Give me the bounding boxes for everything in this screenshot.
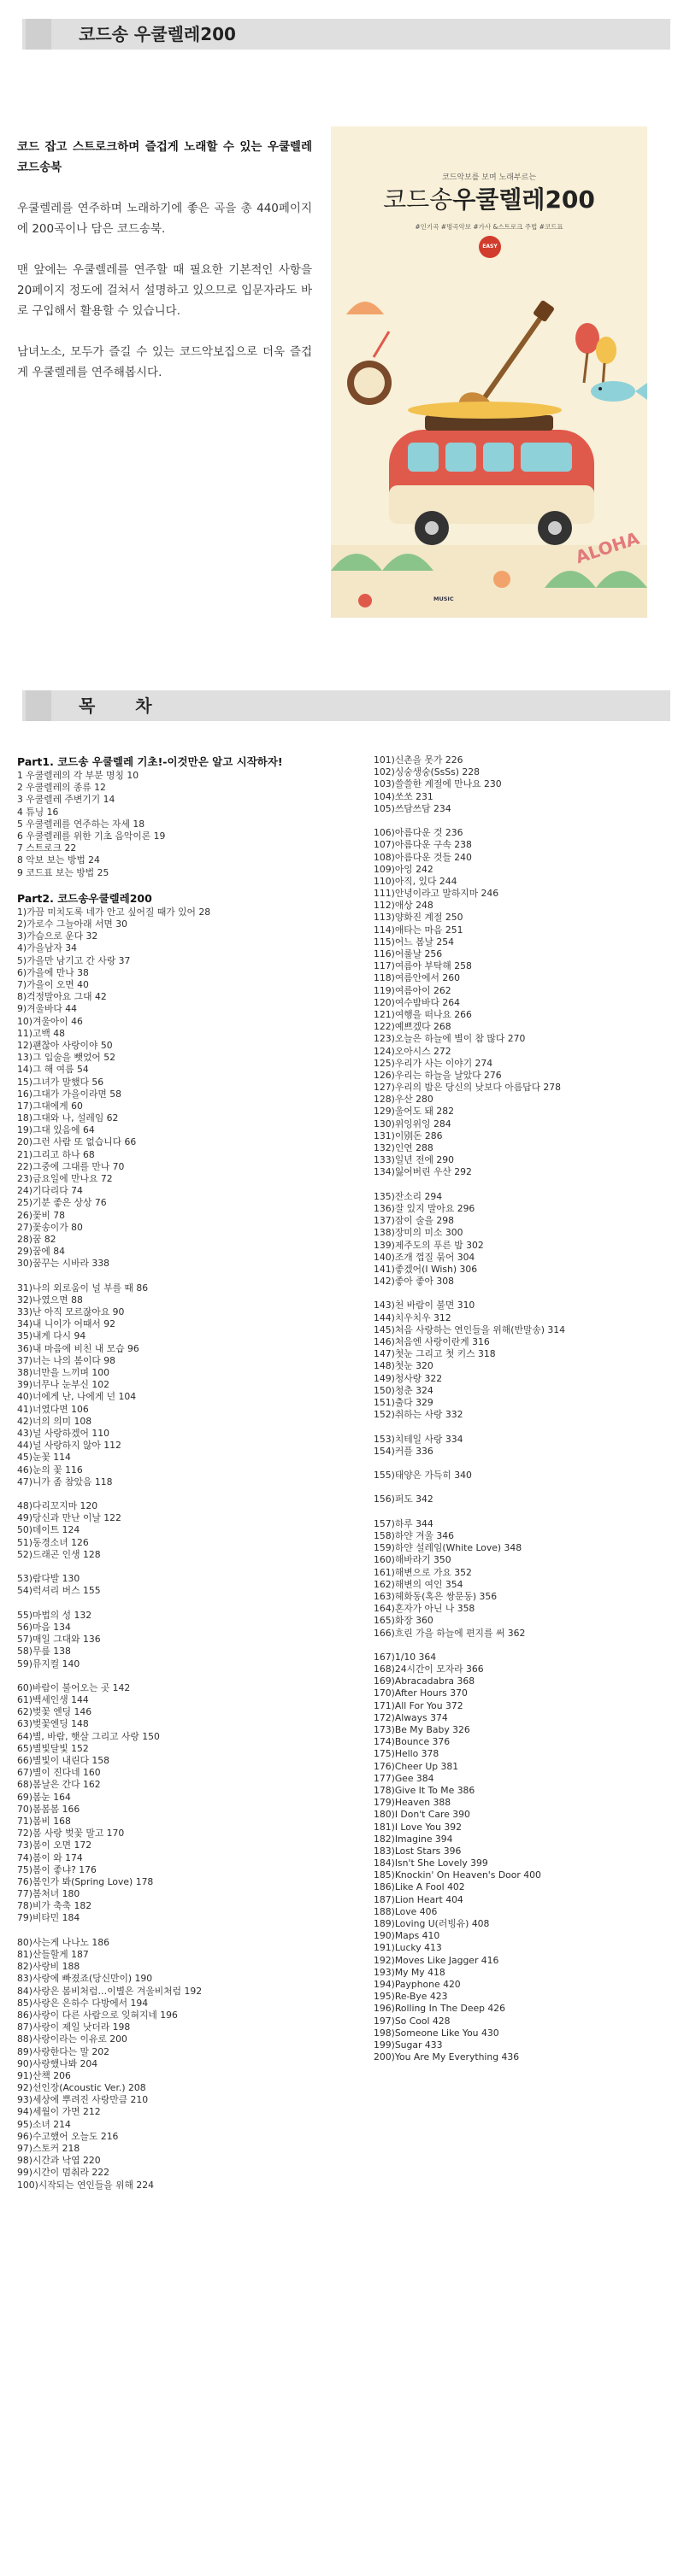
toc-entry: 64)별, 바람, 햇살 그리고 사랑 150 — [17, 1730, 160, 1742]
toc-entry: 161)해변으로 가요 352 — [374, 1566, 472, 1578]
toc-entry: 16)그대가 가을이라면 58 — [17, 1088, 121, 1100]
coconut-drink-icon — [347, 332, 392, 405]
toc-entry: 84)사랑은 봄비처럼…이별은 겨울비처럼 192 — [17, 1985, 203, 1997]
toc-entry: 88)사랑이라는 이유로 200 — [17, 2033, 127, 2045]
toc-entry: 2 우쿨렐레의 종류 12 — [17, 782, 106, 794]
toc-entry: 175)Hello 378 — [374, 1748, 439, 1760]
toc-entry: 6 우쿨렐레를 위한 기초 음악이론 19 — [17, 830, 166, 842]
toc-entry: 71)봄비 168 — [17, 1815, 71, 1827]
toc-entry: 189)Loving U(러빙유) 408 — [374, 1918, 490, 1929]
toc-entry: 22)그중에 그대를 만나 70 — [17, 1160, 125, 1172]
toc-entry: 78)비가 축축 182 — [17, 1900, 92, 1912]
toc-entry: 156)퍼도 342 — [374, 1493, 433, 1505]
toc-entry: 23)금요일에 만나요 72 — [17, 1173, 113, 1184]
toc-entry: 146)처음엔 사랑이란게 316 — [374, 1336, 490, 1347]
toc-left-column — [17, 754, 351, 2192]
maracas-icon — [575, 323, 616, 387]
toc-band — [17, 690, 670, 721]
toc-entry: 136)잘 있지 말아요 296 — [374, 1202, 475, 1214]
shell-icon — [346, 302, 384, 314]
toc-entry: 125)우리가 사는 이야기 274 — [374, 1057, 493, 1069]
toc-spacer — [17, 1270, 351, 1282]
toc-entry: 54)럭셔리 버스 155 — [17, 1585, 101, 1597]
toc-entry: 6)가을에 만나 38 — [17, 966, 89, 978]
toc-entry: 44)널 사랑하지 않아 112 — [17, 1440, 121, 1452]
toc-entry: 135)잔소리 294 — [374, 1190, 443, 1202]
toc-entry: 72)봄 사랑 벚꽃 말고 170 — [17, 1828, 125, 1840]
toc-entry: 56)마음 134 — [17, 1621, 71, 1633]
toc-entry: 5)가을만 남기고 간 사랑 37 — [17, 954, 131, 966]
cover-aloha-text: ALOHA — [573, 527, 642, 568]
fish-icon — [591, 381, 647, 402]
toc-entry: 130)위잉위잉 284 — [374, 1118, 451, 1130]
toc-entry: 5 우쿨렐레를 연주하는 자세 18 — [17, 818, 145, 830]
toc-entry: 92)선인장(Acoustic Ver.) 208 — [17, 2082, 146, 2094]
toc-entry: 173)Be My Baby 326 — [374, 1724, 470, 1735]
toc-entry: 104)쏘쏘 231 — [374, 790, 433, 802]
toc-spacer — [374, 1482, 664, 1493]
toc-entry: 18)그대와 나, 설레임 62 — [17, 1112, 119, 1124]
toc-entry: 95)소녀 214 — [17, 2118, 71, 2130]
toc-entry: 91)산책 206 — [17, 2069, 71, 2081]
toc-entry: 179)Heaven 388 — [374, 1797, 451, 1809]
toc-entry: 47)니가 좀 참았음 118 — [17, 1476, 113, 1488]
toc-entry: 112)애상 248 — [374, 900, 433, 912]
van-icon — [389, 402, 594, 545]
toc-entry: 139)제주도의 푸른 밤 302 — [374, 1239, 484, 1251]
toc-entry: 138)장미의 미소 300 — [374, 1227, 463, 1239]
toc-entry: 188)Love 406 — [374, 1905, 438, 1917]
toc-entry: 148)첫눈 320 — [374, 1360, 433, 1372]
toc-entry: 190)Maps 410 — [374, 1930, 440, 1942]
intro-paragraph-4: 남녀노소, 모두가 즐길 수 있는 코드악보집으로 더욱 즐겁게 우쿨렐레를 연주해봅시다. — [17, 345, 312, 379]
toc-entry: 101)신촌을 못가 226 — [374, 754, 463, 766]
toc-entry: 28)꿈 82 — [17, 1233, 56, 1245]
toc-entry: 10)겨울아이 46 — [17, 1015, 83, 1027]
toc-entry: 187)Lion Heart 404 — [374, 1893, 463, 1905]
toc-spacer — [374, 1421, 664, 1433]
cover-subtitle: 코드악보를 보며 노래부르는 — [441, 173, 537, 182]
toc-entry: 124)오아시스 272 — [374, 1045, 451, 1057]
toc-entry: 87)사랑이 제일 낫더라 198 — [17, 2021, 131, 2033]
toc-entry: 85)사랑은 은하수 다방에서 194 — [17, 1997, 149, 2009]
toc-entry: 46)눈의 꽃 116 — [17, 1464, 83, 1476]
toc-entry: 158)하얀 겨울 346 — [374, 1530, 455, 1541]
toc-entry: 169)Abracadabra 368 — [374, 1675, 475, 1687]
easy-badge: EASY — [479, 236, 501, 258]
toc-entry: 184)Isn't She Lovely 399 — [374, 1857, 488, 1869]
toc-entry: 176)Cheer Up 381 — [374, 1760, 459, 1772]
toc-entry: 42)너의 의미 108 — [17, 1415, 92, 1427]
toc-entry: 3)가슴으로 운다 32 — [17, 930, 98, 942]
toc-spacer — [17, 1598, 351, 1610]
toc-entry: 8 악보 보는 방법 24 — [17, 854, 100, 866]
toc-entry: 33)난 아직 모르잖아요 90 — [17, 1306, 125, 1318]
toc-entry: 30)꿈꾸는 시바라 338 — [17, 1258, 110, 1270]
toc-entry: 142)좋아 좋아 308 — [374, 1276, 455, 1288]
title-band-tab — [26, 19, 51, 50]
toc-entry: 105)쓰담쓰담 234 — [374, 802, 451, 814]
toc-entry: 98)시간과 낙엽 220 — [17, 2155, 101, 2167]
cover-publisher: MUSIC — [433, 596, 454, 602]
toc-entry: 4)가을남자 34 — [17, 942, 77, 954]
toc-entry: 162)해변의 여인 354 — [374, 1578, 463, 1590]
toc-entry: 183)Lost Stars 396 — [374, 1845, 462, 1857]
toc-entry: 17)그대에게 60 — [17, 1100, 83, 1112]
toc-entry: 2)가로수 그늘아래 서면 30 — [17, 918, 127, 930]
toc-entry: 43)널 사랑하겠어 110 — [17, 1427, 110, 1439]
toc-entry: 141)좋겠어(I Wish) 306 — [374, 1263, 478, 1275]
toc-entry: 133)일년 전에 290 — [374, 1154, 455, 1166]
toc-entry: 111)안녕이라고 말하지마 246 — [374, 888, 499, 900]
toc-entry: 181)I Love You 392 — [374, 1821, 462, 1833]
toc-entry: 55)마법의 성 132 — [17, 1609, 92, 1621]
toc-entry: 65)별빛달빛 152 — [17, 1742, 89, 1754]
toc-entry: 177)Gee 384 — [374, 1772, 434, 1784]
toc-entry: 143)천 바람이 불면 310 — [374, 1300, 475, 1311]
toc-entry: 27)꽃송이가 80 — [17, 1221, 83, 1233]
toc-entry: 117)여름아 부탁해 258 — [374, 960, 472, 972]
toc-entry: 52)드래곤 인생 128 — [17, 1548, 101, 1560]
toc-entry: 1 우쿨렐레의 각 부분 명칭 10 — [17, 770, 139, 781]
toc-entry: 9)겨울바다 44 — [17, 1003, 77, 1015]
toc-entry: 121)여행을 떠나요 266 — [374, 1008, 472, 1020]
toc-entry: 108)아름다운 것들 240 — [374, 851, 472, 863]
toc-entry: 53)람다발 130 — [17, 1573, 80, 1585]
toc-entry: 59)뮤지컬 140 — [17, 1658, 80, 1669]
toc-entry: 164)혼자가 아닌 나 358 — [374, 1603, 475, 1615]
toc-entry: 93)세상에 뿌려진 사랑만큼 210 — [17, 2094, 149, 2106]
toc-entry: 7)가을이 오면 40 — [17, 979, 89, 990]
toc-entry: 159)하얀 설레임(White Love) 348 — [374, 1542, 522, 1554]
toc-entry: 126)우리는 하늘을 날았다 276 — [374, 1069, 502, 1081]
toc-part-heading: Part2. 코드송우쿨렐레200 — [17, 891, 152, 905]
toc-spacer — [374, 815, 664, 827]
toc-entry: 37)너는 나의 봄이다 98 — [17, 1354, 115, 1366]
toc-band-tab — [26, 690, 51, 721]
toc-entry: 113)양화진 계절 250 — [374, 912, 463, 924]
toc-spacer — [17, 1488, 351, 1500]
toc-entry: 153)치테일 사랑 334 — [374, 1433, 463, 1445]
toc-entry: 152)취하는 사랑 332 — [374, 1409, 463, 1421]
toc-entry: 49)당신과 만난 이날 122 — [17, 1512, 121, 1524]
toc-entry: 60)바람이 불어오는 곳 142 — [17, 1681, 131, 1693]
toc-spacer — [17, 1670, 351, 1682]
toc-entry: 20)그런 사람 또 없습니다 66 — [17, 1136, 137, 1148]
toc-entry: 70)봄봄봄 166 — [17, 1803, 80, 1815]
toc-entry: 134)잃어버린 우산 292 — [374, 1166, 472, 1178]
toc-entry: 167)1/10 364 — [374, 1651, 437, 1663]
toc-entry: 79)비타민 184 — [17, 1912, 80, 1924]
toc-entry: 165)화장 360 — [374, 1615, 433, 1627]
toc-entry: 12)괜찮아 사랑이야 50 — [17, 1039, 113, 1051]
toc-entry: 26)꽃비 78 — [17, 1209, 65, 1221]
toc-entry: 83)사랑에 빠졌죠(당신만이) 190 — [17, 1973, 153, 1985]
toc-entry: 81)산들할게 187 — [17, 1949, 89, 1960]
toc-entry: 166)흐린 가을 하늘에 편지를 써 362 — [374, 1627, 526, 1639]
toc-entry: 32)나였으면 88 — [17, 1294, 83, 1306]
toc-entry: 45)눈꽃 114 — [17, 1452, 71, 1464]
toc-entry: 168)24시간이 모자라 366 — [374, 1664, 484, 1675]
toc-entry: 25)기분 좋은 상상 76 — [17, 1197, 107, 1209]
toc-entry: 122)예쁘겠다 268 — [374, 1021, 451, 1033]
toc-entry: 191)Lucky 413 — [374, 1942, 442, 1954]
toc-entry: 63)벚꽃엔딩 148 — [17, 1718, 89, 1730]
toc-entry: 19)그대 있음에 64 — [17, 1124, 95, 1136]
toc-entry: 39)너무나 눈부신 102 — [17, 1379, 110, 1391]
toc-entry: 147)첫눈 그리고 첫 키스 318 — [374, 1348, 496, 1360]
toc-entry: 196)Rolling In The Deep 426 — [374, 2003, 506, 2015]
toc-entry: 171)All For You 372 — [374, 1699, 463, 1711]
toc-part-heading: Part1. 코드송 우쿨렐레 기초!-이것만은 알고 시작하자! — [17, 755, 283, 768]
toc-entry: 96)수고했어 오늘도 216 — [17, 2130, 119, 2142]
toc-entry: 106)아름다운 것 236 — [374, 827, 463, 839]
page-title: 코드송 우쿨렐레200 — [79, 24, 236, 44]
toc-entry: 31)나의 외로움이 널 부를 때 86 — [17, 1282, 149, 1294]
toc-entry: 127)우리의 밤은 당신의 낮보다 아름답다 278 — [374, 1082, 562, 1094]
title-band — [17, 19, 670, 50]
toc-entry: 9 코드표 보는 방법 25 — [17, 866, 109, 878]
toc-entry: 160)해바라기 350 — [374, 1554, 451, 1566]
toc-entry: 145)처음 사랑하는 연인들을 위해(반말송) 314 — [374, 1323, 566, 1335]
toc-entry: 194)Payphone 420 — [374, 1978, 461, 1990]
toc-spacer — [17, 879, 351, 891]
toc-entry: 86)사랑이 다른 사람으로 잊혀지네 196 — [17, 2009, 178, 2021]
toc-entry: 15)그녀가 말했다 56 — [17, 1076, 104, 1088]
toc-entry: 73)봄이 오면 172 — [17, 1840, 92, 1851]
toc-entry: 154)커플 336 — [374, 1445, 433, 1457]
toc-entry: 1)가끔 미치도록 네가 안고 싶어질 때가 있어 28 — [17, 906, 211, 918]
toc-entry: 62)벚꽃 엔딩 146 — [17, 1706, 92, 1718]
toc-entry: 155)태양은 가득히 340 — [374, 1470, 472, 1482]
intro-paragraph-2: 우쿨렐레를 연주하며 노래하기에 좋은 곡을 총 440페이지에 200곡이나 담은 코드송북. — [17, 202, 312, 236]
toc-entry: 66)별빛이 내린다 158 — [17, 1755, 110, 1766]
toc-entry: 3 우쿨렐레 주변기기 14 — [17, 794, 115, 806]
toc-entry: 77)봄처녀 180 — [17, 1888, 80, 1900]
toc-spacer — [17, 1561, 351, 1573]
toc-entry: 50)데이트 124 — [17, 1524, 80, 1536]
toc-entry: 7 스트로크 22 — [17, 842, 77, 854]
toc-entry: 35)내게 다시 94 — [17, 1330, 86, 1342]
cover-tags: #인기곡 #명곡악보 #가사 &스트로크 주법 #코드표 — [415, 223, 563, 231]
toc-entry: 180)I Don't Care 390 — [374, 1809, 470, 1821]
toc-entry: 186)Like A Fool 402 — [374, 1881, 465, 1893]
toc-entry: 174)Bounce 376 — [374, 1736, 451, 1748]
toc-entry: 109)아잉 242 — [374, 863, 433, 875]
toc-entry: 11)고백 48 — [17, 1027, 65, 1039]
toc-entry: 29)꿈에 84 — [17, 1246, 65, 1258]
toc-entry: 67)별이 진다네 160 — [17, 1767, 101, 1779]
toc-entry: 36)내 마음에 비친 내 모습 96 — [17, 1342, 139, 1354]
toc-entry: 144)치우치우 312 — [374, 1311, 451, 1323]
intro-lead: 코드 잡고 스트로크하며 즐겁게 노래할 수 있는 우쿨렐레 코드송북 — [17, 140, 312, 174]
toc-spacer — [374, 1640, 664, 1652]
toc-entry: 68)봄날은 간다 162 — [17, 1779, 101, 1791]
toc-spacer — [17, 1925, 351, 1937]
toc-entry: 38)너만을 느끼며 100 — [17, 1367, 110, 1378]
toc-title: 목 차 — [79, 695, 169, 716]
toc-entry: 51)동경소녀 126 — [17, 1536, 89, 1548]
toc-spacer — [374, 1179, 664, 1191]
toc-entry: 115)어느 봄날 254 — [374, 936, 455, 948]
toc-entry: 107)아름다운 구속 238 — [374, 839, 472, 851]
toc-entry: 178)Give It To Me 386 — [374, 1784, 475, 1796]
toc-entry: 150)청춘 324 — [374, 1384, 433, 1396]
toc-entry: 13)그 입술을 뺏었어 52 — [17, 1052, 115, 1064]
toc-entry: 114)애타는 마음 251 — [374, 924, 463, 936]
toc-entry: 120)여수밤바다 264 — [374, 996, 461, 1008]
toc-entry: 200)You Are My Everything 436 — [374, 2051, 520, 2063]
toc-entry: 116)어룰날 256 — [374, 948, 443, 959]
toc-entry: 198)Someone Like You 430 — [374, 2027, 499, 2039]
toc-entry: 99)시간이 멈춰라 222 — [17, 2167, 110, 2179]
toc-entry: 163)헤화동(혹은 쌍문동) 356 — [374, 1590, 498, 1602]
toc-entry: 40)너에게 난, 나에게 넌 104 — [17, 1391, 137, 1403]
toc-entry: 14)그 해 여름 54 — [17, 1064, 89, 1076]
toc-entry: 4 튜닝 16 — [17, 806, 59, 818]
toc-right-column — [374, 754, 664, 2063]
intro-text — [17, 137, 312, 403]
toc-entry: 75)봄이 좋냐? 176 — [17, 1863, 97, 1875]
toc-entry: 149)청사랑 322 — [374, 1372, 443, 1384]
toc-entry: 118)여름안에서 260 — [374, 972, 461, 984]
toc-entry: 157)하루 344 — [374, 1517, 433, 1529]
toc-entry: 76)봄인가 봐(Spring Love) 178 — [17, 1875, 154, 1887]
toc-entry: 185)Knockin' On Heaven's Door 400 — [374, 1869, 541, 1881]
intro-paragraph-3: 맨 앞에는 우쿨렐레를 연주할 때 필요한 기본적인 사항을 20페이지 정도에 걸쳐서 설명하고 있으므로 입문자라도 바로 구입해서 활용할 수 있습니다. — [17, 263, 312, 318]
toc-spacer — [374, 1458, 664, 1470]
toc-entry: 58)무릎 138 — [17, 1646, 71, 1658]
toc-entry: 94)세월이 가면 212 — [17, 2106, 101, 2118]
toc-entry: 21)그리고 하나 68 — [17, 1148, 95, 1160]
toc-entry: 132)인연 288 — [374, 1142, 433, 1153]
toc-entry: 82)사랑비 188 — [17, 1961, 80, 1973]
toc-entry: 170)After Hours 370 — [374, 1687, 468, 1699]
toc-entry: 41)너였다면 106 — [17, 1403, 89, 1415]
toc-spacer — [374, 1288, 664, 1300]
toc-entry: 24)기다리다 74 — [17, 1185, 83, 1197]
toc-entry: 90)사랑했나봐 204 — [17, 2057, 98, 2069]
toc-entry: 89)사랑한다는 말 202 — [17, 2045, 110, 2057]
toc-entry: 195)Re-Bye 423 — [374, 1991, 448, 2003]
toc-entry: 110)아직, 있다 244 — [374, 875, 457, 887]
toc-entry: 123)오늘은 하늘에 별이 참 많다 270 — [374, 1033, 526, 1045]
toc-entry: 199)Sugar 433 — [374, 2039, 443, 2051]
toc-entry: 103)쓸쓸한 계절에 만나요 230 — [374, 778, 502, 790]
toc-entry: 34)내 니이가 어때서 92 — [17, 1318, 115, 1330]
toc-entry: 102)싱숭생숭(SsSs) 228 — [374, 766, 480, 778]
toc-entry: 69)봄눈 164 — [17, 1791, 71, 1803]
toc-entry: 61)백세인생 144 — [17, 1694, 89, 1706]
toc-entry: 97)스토커 218 — [17, 2143, 80, 2154]
toc-entry: 151)출다 329 — [374, 1396, 433, 1408]
cover-title-main: 우쿨렐레200 — [452, 185, 595, 214]
toc-spacer — [374, 1506, 664, 1518]
toc-entry: 100)시작되는 연인들을 위해 224 — [17, 2179, 155, 2191]
toc-entry: 129)울어도 돼 282 — [374, 1106, 455, 1118]
toc-entry: 131)이别돈 286 — [374, 1130, 443, 1141]
toc-entry: 137)잠이 술을 298 — [374, 1215, 455, 1227]
toc-entry: 140)조개 껍질 묶어 304 — [374, 1251, 475, 1263]
toc-entry: 80)사는게 나나노 186 — [17, 1936, 110, 1948]
toc-entry: 193)My My 418 — [374, 1966, 445, 1978]
toc-entry: 74)봄이 와 174 — [17, 1851, 83, 1863]
toc-entry: 182)Imagine 394 — [374, 1833, 453, 1845]
toc-entry: 48)다리꼬지마 120 — [17, 1500, 98, 1512]
cover-title-prefix: 코드송 — [383, 185, 453, 214]
toc-entry: 8)걱정말아요 그대 42 — [17, 991, 107, 1003]
toc-entry: 57)매일 그대와 136 — [17, 1634, 101, 1646]
book-cover-image — [331, 126, 647, 618]
toc-entry: 119)여름아이 262 — [374, 984, 451, 996]
toc-entry: 128)우산 280 — [374, 1094, 433, 1106]
toc-entry: 197)So Cool 428 — [374, 2015, 451, 2027]
toc-entry: 172)Always 374 — [374, 1711, 448, 1723]
toc-entry: 192)Moves Like Jagger 416 — [374, 1954, 499, 1966]
